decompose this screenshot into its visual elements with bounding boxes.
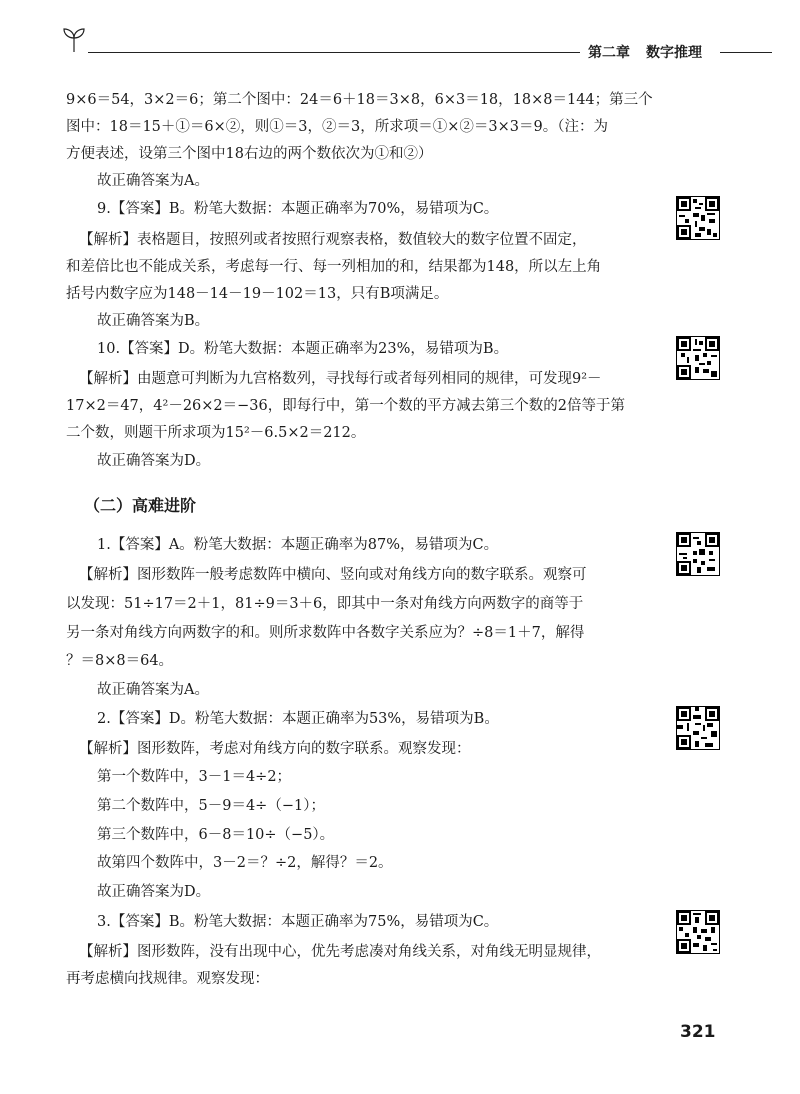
header-title: 数字推理 <box>646 45 702 61</box>
text-line: 第一个数阵中，3－1＝4÷2； <box>97 769 292 785</box>
question-answer-header: 2.【答案】D。粉笔大数据：本题正确率为53%，易错项为B。 <box>97 711 499 727</box>
qr-code-icon[interactable] <box>676 196 720 240</box>
text-line: 方便表述，设第三个图中18右边的两个数依次为①和②） <box>66 146 433 162</box>
sprout-leaf-icon <box>60 26 88 54</box>
analysis-line: 【解析】由题意可判断为九宫格数列，寻找每行或者每列相同的规律，可发现9²－ <box>79 371 602 387</box>
text-line: 二个数，则题干所求项为15²－6.5×2＝212。 <box>66 425 366 441</box>
qr-code-icon[interactable] <box>676 336 720 380</box>
header-rule-right <box>720 52 772 53</box>
header-chapter: 第二章 <box>588 45 630 61</box>
text-line: 17×2＝47，4²－26×2＝−36，即每行中，第一个数的平方减去第三个数的2倍等于第 <box>66 398 625 414</box>
text-line: 以发现：51÷17＝2＋1，81÷9＝3＋6，即其中一条对角线方向两数字的商等于 <box>66 596 584 612</box>
page-header <box>0 0 800 80</box>
header-rule-left <box>88 52 580 53</box>
text-line: 括号内数字应为148－14－19－102＝13，只有B项满足。 <box>66 286 449 302</box>
answer-line: 故正确答案为B。 <box>97 313 210 329</box>
text-line: ？＝8×8＝64。 <box>66 653 174 669</box>
question-answer-header: 1.【答案】A。粉笔大数据：本题正确率为87%，易错项为C。 <box>97 537 499 553</box>
analysis-line: 【解析】图形数阵一般考虑数阵中横向、竖向或对角线方向的数字联系。观察可 <box>79 567 587 583</box>
question-answer-header: 3.【答案】B。粉笔大数据：本题正确率为75%，易错项为C。 <box>97 914 499 930</box>
answer-line: 故正确答案为A。 <box>97 173 209 189</box>
answer-line: 故正确答案为D。 <box>97 453 211 469</box>
analysis-line: 【解析】表格题目，按照列或者按照行观察表格，数值较大的数字位置不固定， <box>79 232 587 248</box>
text-line: 和差倍比也不能成关系，考虑每一行、每一列相加的和，结果都为148，所以左上角 <box>66 259 602 275</box>
text-line: 故第四个数阵中，3－2＝？÷2，解得？＝2。 <box>97 855 393 871</box>
text-line: 第二个数阵中，5－9＝4÷（−1）； <box>97 798 325 814</box>
qr-code-icon[interactable] <box>676 532 720 576</box>
text-line: 图中：18＝15＋①＝6×②，则①＝3，②＝3，所求项＝①×②＝3×3＝9。（注：为 <box>66 119 608 135</box>
answer-line: 故正确答案为D。 <box>97 884 211 900</box>
answer-line: 故正确答案为A。 <box>97 682 209 698</box>
question-answer-header: 10.【答案】D。粉笔大数据：本题正确率为23%，易错项为B。 <box>97 341 509 357</box>
page-number: 321 <box>680 1022 716 1042</box>
text-line: 再考虑横向找规律。观察发现： <box>66 971 269 987</box>
text-line: 另一条对角线方向两数字的和。则所求数阵中各数字关系应为？÷8＝1＋7，解得 <box>66 625 585 641</box>
analysis-line: 【解析】图形数阵，没有出现中心，优先考虑凑对角线关系，对角线无明显规律， <box>79 944 601 960</box>
header-chapter-title <box>588 42 702 62</box>
qr-code-icon[interactable] <box>676 706 720 750</box>
qr-code-icon[interactable] <box>676 910 720 954</box>
section-title: （二）高难进阶 <box>84 496 197 515</box>
analysis-line: 【解析】图形数阵，考虑对角线方向的数字联系。观察发现： <box>79 741 471 757</box>
question-answer-header: 9.【答案】B。粉笔大数据：本题正确率为70%，易错项为C。 <box>97 201 499 217</box>
text-line: 第三个数阵中，6－8＝10÷（−5）。 <box>97 827 335 843</box>
text-line: 9×6＝54，3×2＝6；第二个图中：24＝6＋18＝3×8，6×3＝18，18×8＝144；第三个 <box>66 92 653 108</box>
